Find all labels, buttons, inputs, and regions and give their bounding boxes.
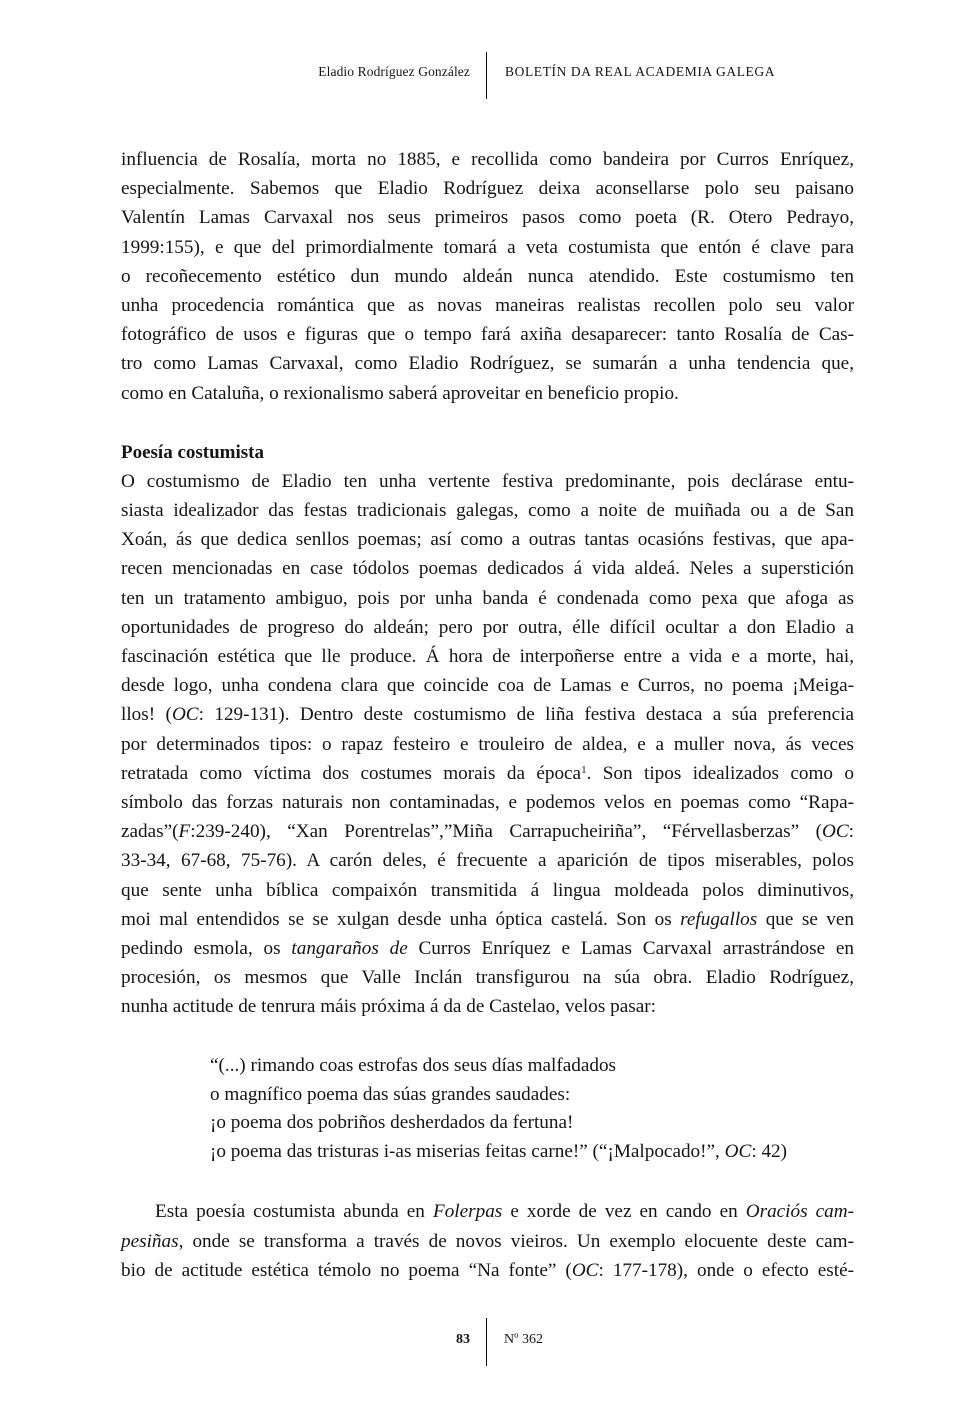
header-author: Eladio Rodríguez González [318,64,470,79]
running-header [0,52,975,100]
text-run: :239-240), “Xan Porentrelas”,”Miña Carrapucheiriña”, “Férvellasberzas” ( [190,821,822,843]
page-number: 83 [456,1332,470,1347]
text-line: recen mencionadas en case tódolos poemas dedicados á vida aldeá. Neles a superstición [121,558,854,580]
footer-divider [486,1318,487,1366]
text-line [121,759,854,788]
text-line: Xoán, ás que dedica senllos poemas; así como a outras tantas ocasións festivas, que apa- [121,529,854,551]
citation-abbrev: F [178,821,191,843]
text-line: ten un tratamento ambiguo, pois por unha banda é condenada como pexa que afoga as [121,587,854,609]
text-run: retratada como víctima dos costumes morais da época [121,762,582,784]
text-line: desde logo, unha condena clara que coincide coa de Lamas e Curros, no poema ¡Meiga- [121,675,854,697]
text-line [121,905,854,934]
spacer [121,1165,854,1197]
text-run: : 177-178), onde o efecto esté- [598,1259,854,1281]
header-divider [486,52,487,99]
citation-abbrev: OC [571,1259,599,1281]
italic-title: Folerpas [432,1201,503,1223]
text-line [121,1197,854,1226]
text-line: fotográfico de usos e figuras que o tempo fará axiña desaparecer: tanto Rosalía de Cas- [121,324,854,346]
citation-abbrev: OC [822,821,849,843]
issue-number: Nº 362 [504,1332,543,1347]
text-line: siasta idealizador das festas tradicionais galegas, como a noite de muiñada ou a de San [121,500,854,522]
text-run: moi mal entendidos se se xulgan desde unha óptica castelá. Son os [121,908,681,930]
footnote-ref[interactable]: 1 [581,763,587,776]
text-run: ¡o poema das tristuras i-as miserias feitas carne!” (“¡Malpocado!”, [210,1140,725,1162]
text-run: Curros Enríquez e Lamas Carvaxal arrastrándose en [407,937,855,959]
text-line: que sente unha bíblica compaixón transmitida á lingua moldeada polos diminutivos, [121,879,854,901]
text-line [121,934,854,963]
text-run: : 42) [751,1140,788,1162]
body-text [121,145,854,1285]
text-run: zadas”( [121,821,179,843]
block-quote [210,1051,854,1165]
italic-term: refugallos [680,908,758,930]
text-line: fascinación estética que lle produce. Á hora de interpoñerse entre a vida e a morte, hai, [121,646,854,667]
text-run: bio de actitude estética témolo no poema “Na fonte” ( [121,1259,572,1281]
text-run: . Son tipos idealizados como o [586,762,854,784]
text-line: por determinados tipos: o rapaz festeiro e trouleiro de aldea, e a muller nova, ás veces [121,733,854,755]
paragraph-1 [121,145,854,408]
text-line: como en Cataluña, o rexionalismo saberá aproveitar en beneficio propio. [121,382,679,404]
italic-term: tangaraños de [291,937,408,959]
text-line: 33-34, 67-68, 75-76). A carón deles, é frecuente a aparición de tipos miserables, polos [121,850,854,872]
text-line [121,700,854,729]
text-line [121,1227,854,1256]
paragraph-2 [121,467,854,1022]
text-run: e xorde de vez en cando en [502,1201,746,1223]
spacer [121,1021,854,1051]
citation-abbrev: OC [171,704,199,726]
text-line: tro como Lamas Carvaxal, como Eladio Rodríguez, se sumarán a unha tendencia que, [121,353,854,375]
text-line: unha procedencia romántica que as novas maneiras realistas recollen polo seu valor [121,294,854,316]
text-run: llos! ( [121,704,172,726]
verse-line: ¡o poema dos pobriños desherdados da fertuna! [210,1112,574,1134]
paragraph-3 [121,1197,854,1285]
text-run: que se ven [757,908,854,930]
text-run: : 129-131). Dentro deste costumismo de liña festiva destaca a súa preferencia [198,704,854,726]
text-line: oportunidades de progreso do aldeán; pero por outra, élle difícil ocultar a don Eladio a [121,616,854,638]
text-run: : [848,821,854,843]
text-line: nunha actitude de tenrura máis próxima á da de Castelao, velos pasar: [121,996,656,1018]
text-line: especialmente. Sabemos que Eladio Rodríguez deixa aconsellarse polo seu paisano [121,178,854,200]
text-line: o recoñecemento estético dun mundo aldeán nunca atendido. Este costumismo ten [121,265,854,287]
text-line [121,817,854,846]
text-line: O costumismo de Eladio ten unha vertente festiva predominante, pois declárase entu- [121,470,854,492]
verse-line: o magnífico poema das súas grandes saudades: [210,1083,571,1105]
text-line [121,1256,854,1285]
header-journal-title: BOLETÍN DA REAL ACADEMIA GALEGA [505,64,776,79]
section-heading: Poesía costumista [121,441,265,463]
text-run: , onde se transforma a través de novos vieiros. Un exemplo elocuente deste cam- [178,1230,854,1252]
text-line: 1999:155), e que del primordialmente tomará a veta costumista que entón é clave para [121,236,854,258]
verse-line: “(...) rimando coas estrofas dos seus días malfadados [210,1055,617,1077]
text-line: Valentín Lamas Carvaxal nos seus primeiros pasos como poeta (R. Otero Pedrayo, [121,207,854,229]
text-line: procesión, os mesmos que Valle Inclán transfigurou na súa obra. Eladio Rodríguez, [121,967,854,989]
text-run: pedindo esmola, os [121,937,292,959]
page-footer [0,1318,975,1368]
italic-title: Oraciós cam- [745,1201,854,1223]
spacer [121,408,854,438]
verse-line [210,1137,854,1166]
text-line: símbolo das forzas naturais non contaminadas, e podemos velos en poemas como “Rapa- [121,791,854,813]
text-run: Esta poesía costumista abunda en [155,1201,433,1223]
italic-title: pesiñas [121,1230,179,1252]
citation-abbrev: OC [724,1140,752,1162]
text-line: influencia de Rosalía, morta no 1885, e recollida como bandeira por Curros Enríquez, [121,149,854,170]
